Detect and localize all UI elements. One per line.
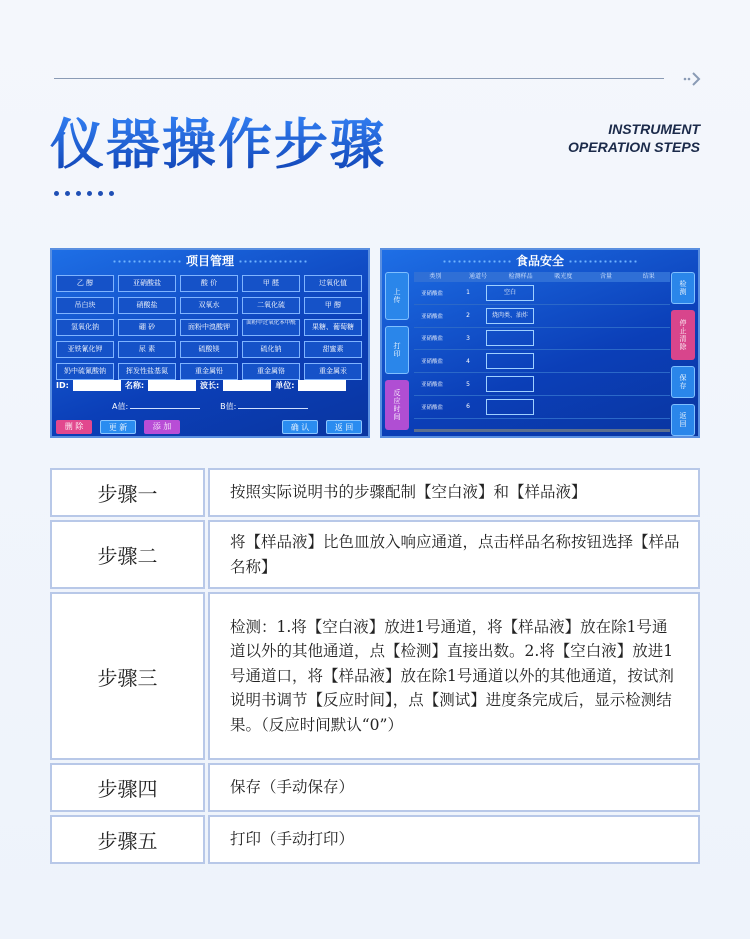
column-header: 含量 xyxy=(600,273,613,280)
channel-cell: 1 xyxy=(466,289,470,297)
channel-cell: 5 xyxy=(466,380,470,388)
project-item[interactable]: 过氧化值 xyxy=(304,275,362,292)
category-cell: 亚硝酸盐 xyxy=(420,290,443,297)
unit-input[interactable] xyxy=(298,380,346,391)
english-title xyxy=(568,120,700,156)
table-row xyxy=(414,373,670,396)
project-item[interactable]: 亚铁氰化钾 xyxy=(56,341,114,358)
project-item[interactable]: 挥发性盐基氮 xyxy=(118,363,176,380)
project-management-screen xyxy=(50,248,370,438)
sample-name-button[interactable]: 烧肉类、油炸 xyxy=(486,308,534,324)
save-button[interactable]: 保存 xyxy=(671,366,695,398)
id-input[interactable] xyxy=(73,380,121,391)
column-header: 吸光度 xyxy=(554,273,573,280)
screen-title: 项目管理 xyxy=(52,250,368,272)
name-input[interactable] xyxy=(148,380,196,391)
project-item[interactable]: 氢氧化钠 xyxy=(56,319,114,336)
right-button-group xyxy=(282,420,362,434)
upload-button[interactable]: 上传 xyxy=(385,272,409,320)
project-item[interactable]: 酸 价 xyxy=(180,275,238,292)
left-button-group xyxy=(56,420,180,434)
progress-bar xyxy=(414,429,670,432)
category-cell: 亚硝酸盐 xyxy=(420,359,443,366)
step-row xyxy=(50,763,700,812)
column-header: 结果 xyxy=(642,273,655,280)
step-name: 步骤四 xyxy=(50,763,205,812)
project-item[interactable]: 甲 醛 xyxy=(242,275,300,292)
project-item[interactable]: 奶中硫氰酸钠 xyxy=(56,363,114,380)
wavelength-input[interactable] xyxy=(223,380,271,391)
name-label: 名称: xyxy=(124,381,145,390)
step-name: 步骤一 xyxy=(50,468,205,517)
arrow-right-icon xyxy=(682,69,702,89)
project-item[interactable]: 果糖、葡萄糖 xyxy=(304,319,362,336)
stop-clear-button[interactable]: 停止清除 xyxy=(671,310,695,360)
top-divider-line xyxy=(54,78,664,79)
table-row xyxy=(414,282,670,305)
project-item[interactable]: 重金属铅 xyxy=(180,363,238,380)
screen-title: 食品安全 xyxy=(382,250,698,272)
sample-name-button[interactable]: 空白 xyxy=(486,285,534,301)
table-header xyxy=(414,272,670,282)
project-item[interactable]: 硼 砂 xyxy=(118,319,176,336)
step-row xyxy=(50,520,700,589)
project-item[interactable]: 硫化钠 xyxy=(242,341,300,358)
table-row xyxy=(414,350,670,373)
sample-name-button[interactable] xyxy=(486,330,534,346)
steps-table xyxy=(50,468,700,867)
back-button[interactable]: 返 回 xyxy=(326,420,362,434)
project-item[interactable]: 硫酸镁 xyxy=(180,341,238,358)
add-button[interactable]: 添 加 xyxy=(144,420,180,434)
project-item[interactable]: 吊白块 xyxy=(56,297,114,314)
id-label: ID: xyxy=(56,381,69,390)
delete-button[interactable]: 删 除 xyxy=(56,420,92,434)
column-header: 通道号 xyxy=(469,273,488,280)
sample-name-button[interactable] xyxy=(486,353,534,369)
step-row xyxy=(50,592,700,760)
project-item[interactable]: 尿 素 xyxy=(118,341,176,358)
step-description: 打印（手动打印） xyxy=(208,815,700,864)
project-item[interactable]: 二氧化硫 xyxy=(242,297,300,314)
right-side-buttons xyxy=(671,272,695,436)
project-item[interactable]: 硝酸盐 xyxy=(118,297,176,314)
decorative-dots xyxy=(54,191,114,196)
print-button[interactable]: 打印 xyxy=(385,326,409,374)
project-item[interactable]: 甜蜜素 xyxy=(304,341,362,358)
step-description: 检测：1.将【空白液】放进1号通道，将【样品液】放在除1号通道以外的其他通道，点【检测】直接出数。2.将【空白液】放进1号通道口，将【样品液】放在除1号通道以外的其他通道，按试剂说明书调节【反应时间】，点【测试】进度条完成后，显示检测结果。（反应时间默认“0”） xyxy=(208,592,700,760)
project-item[interactable]: 面粉中溴酸钾 xyxy=(180,319,238,336)
category-cell: 亚硝酸盐 xyxy=(420,404,443,411)
step-row xyxy=(50,815,700,864)
b-value-input[interactable] xyxy=(238,408,308,409)
confirm-button[interactable]: 确 认 xyxy=(282,420,318,434)
project-item-grid xyxy=(52,272,368,380)
sample-name-button[interactable] xyxy=(486,399,534,415)
project-item[interactable]: 乙 醇 xyxy=(56,275,114,292)
english-title-line1: INSTRUMENT xyxy=(608,121,700,137)
unit-label: 单位: xyxy=(275,381,295,390)
table-row xyxy=(414,328,670,351)
left-side-buttons xyxy=(385,272,409,430)
channel-cell: 3 xyxy=(466,334,470,342)
project-item[interactable]: 甲 醇 xyxy=(304,297,362,314)
column-header: 检测样品 xyxy=(508,273,533,280)
step-description: 将【样品液】比色皿放入响应通道，点击样品名称按钮选择【样品名称】 xyxy=(208,520,700,589)
a-value-input[interactable] xyxy=(130,408,200,409)
project-item[interactable]: 重金属铬 xyxy=(242,363,300,380)
field-row xyxy=(56,380,346,391)
back-button[interactable]: 返回 xyxy=(671,404,695,436)
step-name: 步骤五 xyxy=(50,815,205,864)
food-safety-screen xyxy=(380,248,700,438)
project-item[interactable]: 双氧水 xyxy=(180,297,238,314)
step-description: 按照实际说明书的步骤配制【空白液】和【样品液】 xyxy=(208,468,700,517)
column-header: 类别 xyxy=(429,273,442,280)
update-button[interactable]: 更 新 xyxy=(100,420,136,434)
step-row xyxy=(50,468,700,517)
b-value-label: B值: xyxy=(220,402,237,411)
english-title-line2: OPERATION STEPS xyxy=(568,139,700,155)
table-row xyxy=(414,396,670,419)
a-value-label: A值: xyxy=(112,402,129,411)
page-title: 仪器操作步骤 xyxy=(50,102,386,179)
step-description: 保存（手动保存） xyxy=(208,763,700,812)
channel-cell: 2 xyxy=(466,312,470,320)
project-item[interactable]: 亚硝酸盐 xyxy=(118,275,176,292)
table-row xyxy=(414,305,670,328)
category-cell: 亚硝酸盐 xyxy=(420,313,443,320)
value-row xyxy=(112,401,308,412)
step-name: 步骤三 xyxy=(50,592,205,760)
reaction-time-button[interactable]: 反应时间 xyxy=(385,380,409,430)
category-cell: 亚硝酸盐 xyxy=(420,336,443,343)
step-name: 步骤二 xyxy=(50,520,205,589)
project-item[interactable]: 重金属汞 xyxy=(304,363,362,380)
sample-name-button[interactable] xyxy=(486,376,534,392)
category-cell: 亚硝酸盐 xyxy=(420,382,443,389)
project-item[interactable]: 面粉中过氧化苯甲酰 xyxy=(242,319,300,336)
detect-button[interactable]: 检测 xyxy=(671,272,695,304)
channel-cell: 6 xyxy=(466,403,470,411)
wavelength-label: 波长: xyxy=(200,381,220,390)
detection-table xyxy=(414,272,670,419)
channel-cell: 4 xyxy=(466,357,470,365)
